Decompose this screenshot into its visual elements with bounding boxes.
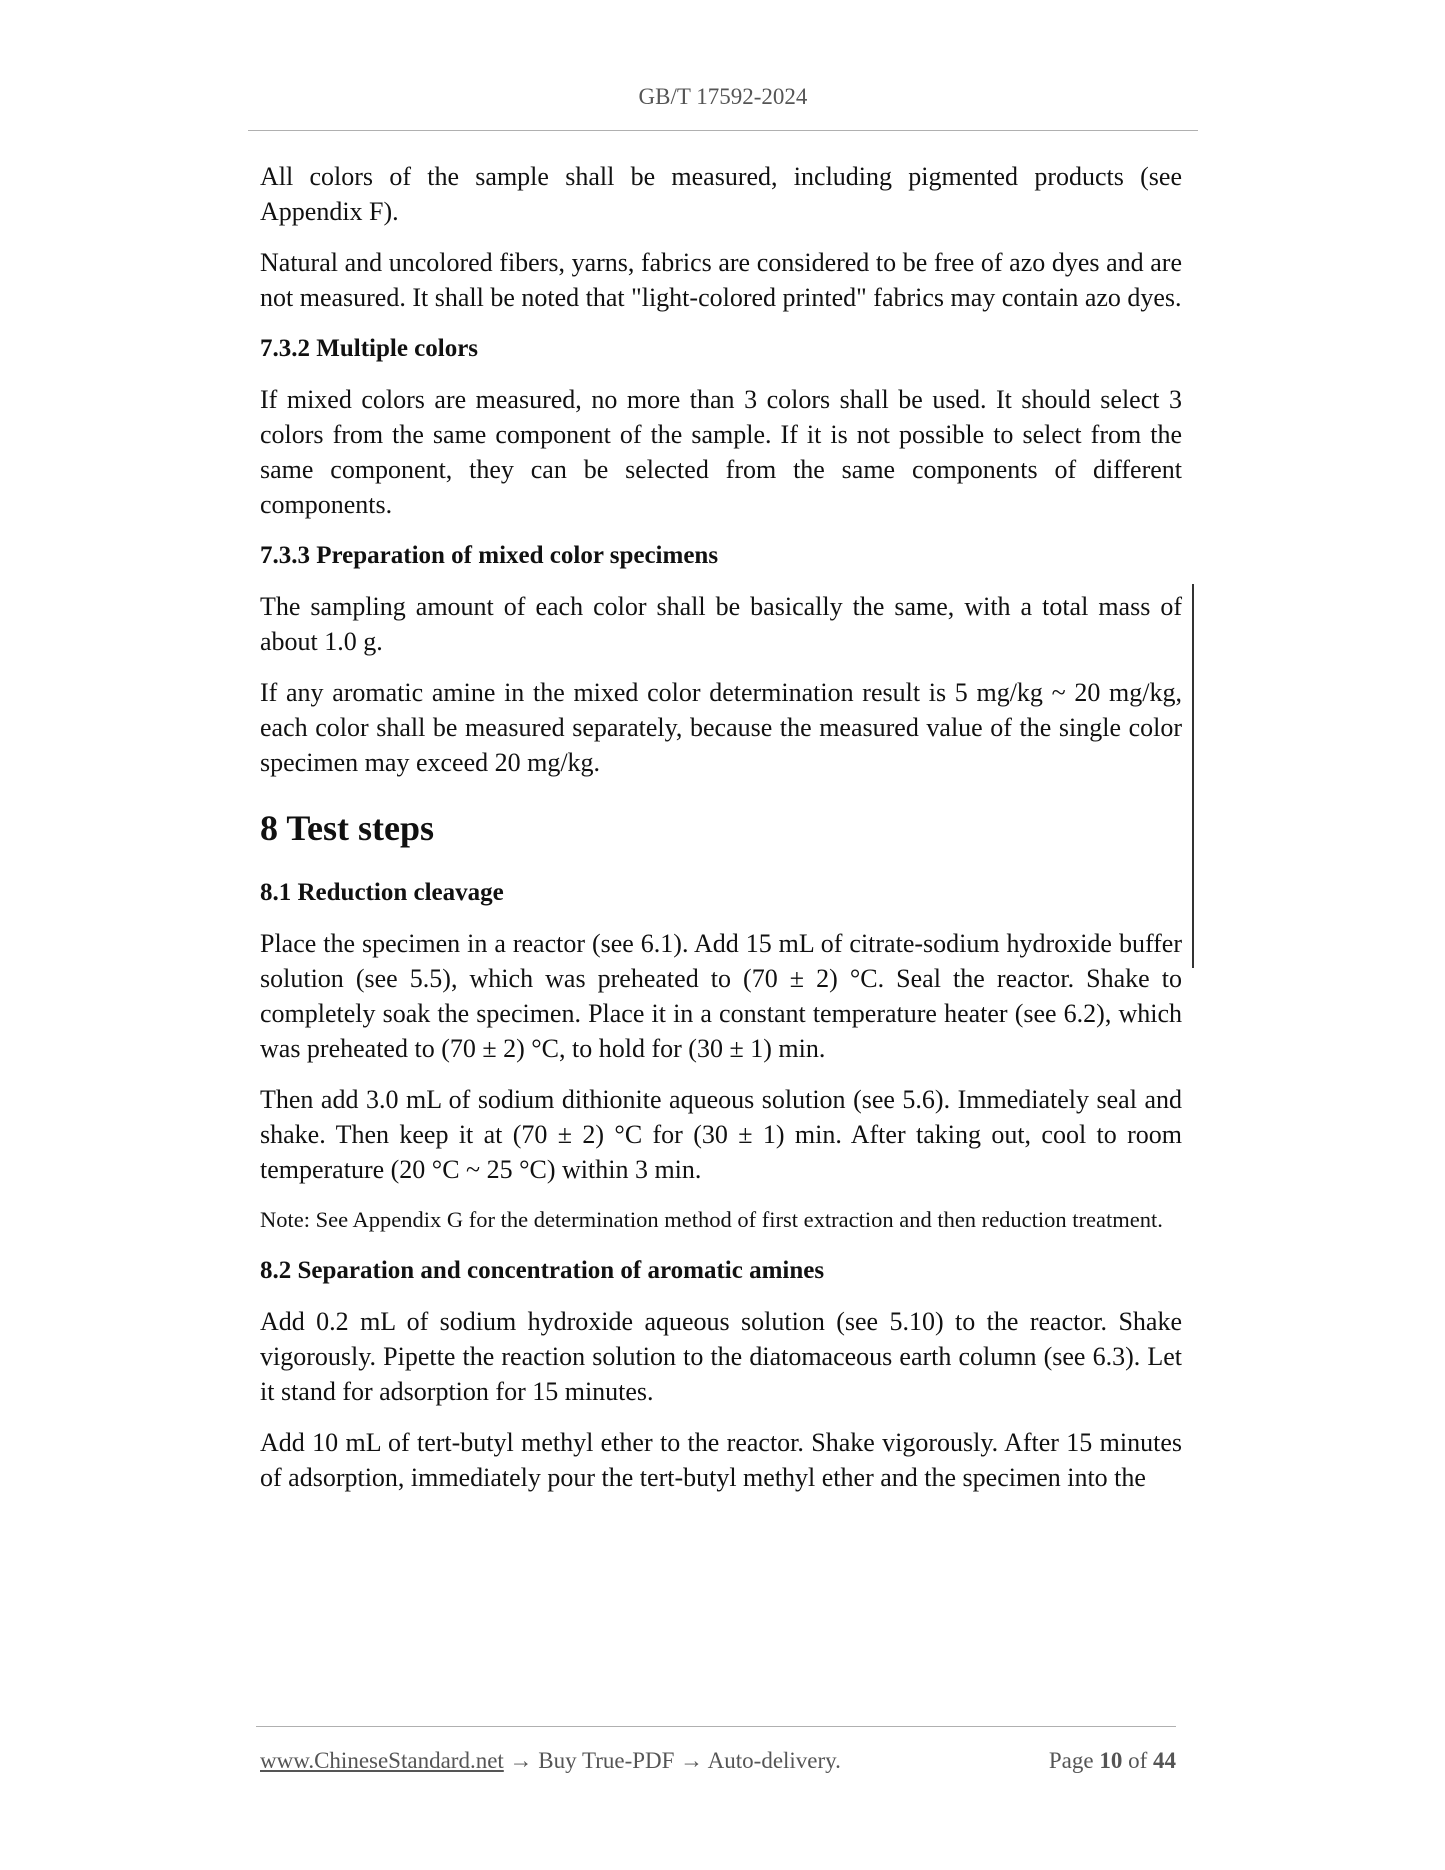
page-header-standard-code: GB/T 17592-2024 [638,84,808,109]
page-total: 44 [1153,1748,1176,1773]
section-heading-7-3-2: 7.3.2 Multiple colors [260,335,479,362]
paragraph-aromatic-amine: If any aromatic amine in the mixed color determination result is 5 mg/kg ~ 20 mg/kg, each color shall be measured separately, because the measured value of the single color specimen may exceed 20 mg/kg. [260,678,1182,777]
paragraph-mixed-colors: If mixed colors are measured, no more than 3 colors shall be used. It should select 3 colors from the same component of the sample. If it is not possible to select from the same component, they can be selected from the same components of different components. [260,385,1182,519]
page-footer [260,1744,1176,1778]
paragraph-add-naoh: Add 0.2 mL of sodium hydroxide aqueous solution (see 5.10) to the reactor. Shake vigorously. Pipette the reaction solution to the diatomaceous earth column (see 6.3). Let it stand for adsorption for 15 minutes. [260,1307,1182,1406]
paragraph-then-add: Then add 3.0 mL of sodium dithionite aqueous solution (see 5.6). Immediately seal and shake. Then keep it at (70 ± 2) °C for (30 ± 1) min. After taking out, cool to room temperature (20 °C ~ 25 °C) within 3 min. [260,1085,1182,1184]
note-appendix-g: Note: See Appendix G for the determination method of first extraction and then reduction treatment. [260,1207,1163,1232]
header-divider [248,130,1198,131]
chinesestandard-link[interactable]: www.ChineseStandard.net [260,1748,504,1773]
footer-promo [260,1744,841,1778]
paragraph-place-specimen: Place the specimen in a reactor (see 6.1). Add 15 mL of citrate-sodium hydroxide buffer solution (see 5.5), which was preheated to (70 ± 2) °C. Seal the reactor. Shake to completely soak the specimen. Place it in a constant temperature heater (see 6.2), which was preheated to (70 ± 2) °C, to hold for (30 ± 1) min. [260,929,1182,1063]
paragraph-all-colors: All colors of the sample shall be measured, including pigmented products (see Appendix F). [260,162,1182,226]
page-number [1049,1744,1176,1778]
footer-promo-text: → Buy True-PDF → Auto-delivery. [503,1748,841,1773]
section-heading-8-1: 8.1 Reduction cleavage [260,879,504,906]
page-label: Page [1048,1748,1094,1773]
paragraph-add-ether: Add 10 mL of tert-butyl methyl ether to the reactor. Shake vigorously. After 15 minutes of adsorption, immediately pour the tert-butyl methyl ether and the specimen into the [260,1428,1182,1492]
page-current: 10 [1099,1748,1123,1773]
paragraph-natural-fibers: Natural and uncolored fibers, yarns, fabrics are considered to be free of azo dyes and are not measured. It shall be noted that "light-colored printed" fabrics may contain azo dyes. [260,248,1182,312]
chapter-heading-8: 8 Test steps [260,808,435,848]
footer-divider [256,1726,1176,1727]
paragraph-sampling-amount: The sampling amount of each color shall be basically the same, with a total mass of about 1.0 g. [260,592,1182,656]
document-body [260,159,1182,1495]
section-heading-7-3-3: 7.3.3 Preparation of mixed color specimens [260,542,719,569]
revision-change-bar [1192,584,1194,968]
section-heading-8-2: 8.2 Separation and concentration of aromatic amines [260,1257,825,1284]
page-of-label: of [1128,1748,1148,1773]
